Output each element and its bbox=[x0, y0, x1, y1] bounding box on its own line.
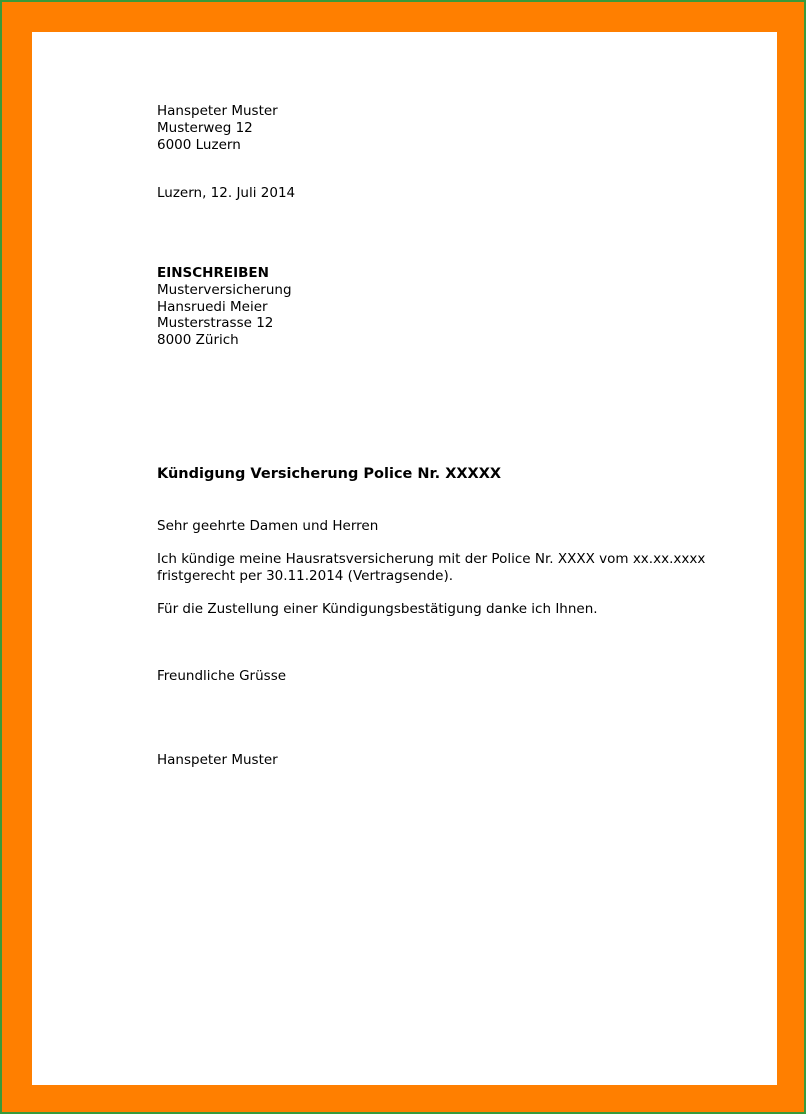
sender-street: Musterweg 12 bbox=[157, 119, 253, 136]
delivery-type: EINSCHREIBEN bbox=[157, 265, 269, 281]
recipient-person: Hansruedi Meier bbox=[157, 298, 268, 315]
recipient-company: Musterversicherung bbox=[157, 281, 292, 298]
letter-page bbox=[32, 32, 777, 1085]
body-paragraph-1-line-2: fristgerecht per 30.11.2014 (Vertragsende). bbox=[157, 567, 454, 584]
closing: Freundliche Grüsse bbox=[157, 668, 287, 684]
salutation: Sehr geehrte Damen und Herren bbox=[157, 518, 379, 534]
recipient-street: Musterstrasse 12 bbox=[157, 315, 274, 332]
signature: Hanspeter Muster bbox=[157, 752, 278, 768]
subject-line: Kündigung Versicherung Police Nr. XXXXX bbox=[157, 466, 502, 482]
body-paragraph-1 bbox=[157, 551, 705, 585]
sender-name: Hanspeter Muster bbox=[157, 103, 278, 119]
recipient-address bbox=[157, 265, 292, 349]
sender-address bbox=[157, 103, 278, 153]
recipient-city: 8000 Zürich bbox=[157, 332, 239, 349]
sender-city: 6000 Luzern bbox=[157, 136, 241, 153]
body-paragraph-2: Für die Zustellung einer Kündigungsbestätigung danke ich Ihnen. bbox=[157, 601, 598, 617]
body-paragraph-1-line-1: Ich kündige meine Hausratsversicherung mit der Police Nr. XXXX vom xx.xx.xxxx bbox=[157, 551, 706, 567]
date-line: Luzern, 12. Juli 2014 bbox=[157, 185, 296, 201]
